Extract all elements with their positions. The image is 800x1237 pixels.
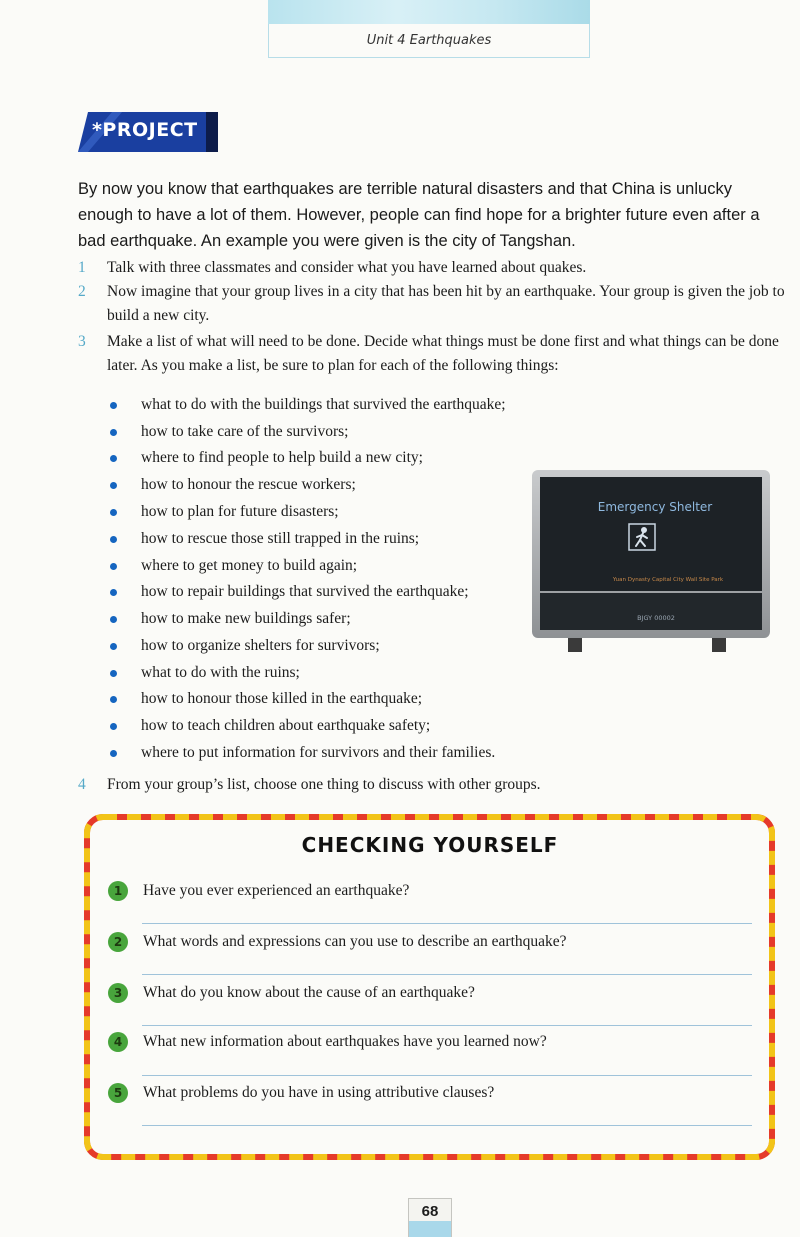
bullet-dot-icon <box>110 616 117 623</box>
bullet-dot-icon <box>110 482 117 489</box>
question-1 <box>108 880 748 902</box>
bullet-dot-icon <box>110 723 117 730</box>
question-4 <box>108 1031 748 1053</box>
question-text: Have you ever experienced an earthquake? <box>143 882 410 899</box>
unit-title: Unit 4 Earthquakes <box>366 33 492 48</box>
sign-location: Yuan Dynasty Capital City Wall Site Park <box>612 577 724 583</box>
question-text: What problems do you have in using attributive clauses? <box>143 1084 495 1101</box>
page-number: 68 <box>421 1203 439 1220</box>
question-5 <box>108 1082 748 1104</box>
answer-line <box>142 1025 752 1026</box>
question-number-badge: 5 <box>108 1083 128 1103</box>
emergency-shelter-sign-photo <box>528 468 772 654</box>
answer-line <box>142 974 752 975</box>
step-number: 4 <box>78 776 86 793</box>
question-number-badge: 4 <box>108 1032 128 1052</box>
question-number-badge: 2 <box>108 932 128 952</box>
question-text: What words and expressions can you use to describe an earthquake? <box>143 933 567 950</box>
page-number-tab <box>408 1198 452 1237</box>
answer-line <box>142 923 752 924</box>
question-number-badge: 3 <box>108 983 128 1003</box>
step-number: 2 <box>78 283 86 300</box>
step-text: Now imagine that your group lives in a city that has been hit by an earthquake. Your group is given the job to build a new city. <box>107 283 785 324</box>
bullet-item: where to get money to build again; <box>110 555 357 577</box>
bullet-item: how to rescue those still trapped in the ruins; <box>110 528 419 550</box>
bullet-dot-icon <box>110 643 117 650</box>
unit-header <box>268 24 590 58</box>
bullet-item: how to teach children about earthquake safety; <box>110 715 430 737</box>
sign-title: Emergency Shelter <box>597 500 713 514</box>
bullet-item: where to find people to help build a new city; <box>110 447 423 469</box>
question-text: What do you know about the cause of an earthquake? <box>143 984 475 1001</box>
bullet-dot-icon <box>110 402 117 409</box>
bullet-dot-icon <box>110 455 117 462</box>
bullet-item: what to do with the buildings that survived the earthquake; <box>110 394 506 416</box>
answer-line <box>142 1075 752 1076</box>
step-2 <box>78 280 788 327</box>
bullet-item: what to do with the ruins; <box>110 662 300 684</box>
step-text: Make a list of what will need to be done. Decide what things must be done first and what things can be done later. As you make a list, be sure to plan for each of the following things: <box>107 333 779 374</box>
bullet-item: where to put information for survivors and their families. <box>110 742 495 764</box>
bullet-dot-icon <box>110 509 117 516</box>
bullet-item: how to repair buildings that survived the earthquake; <box>110 581 469 603</box>
question-number-badge: 1 <box>108 881 128 901</box>
step-text: From your group’s list, choose one thing to discuss with other groups. <box>107 776 541 793</box>
project-label: *PROJECT <box>92 119 198 141</box>
bullet-dot-icon <box>110 563 117 570</box>
bullet-dot-icon <box>110 589 117 596</box>
checking-yourself-title: CHECKING YOURSELF <box>301 833 559 857</box>
step-number: 1 <box>78 259 86 276</box>
step-3 <box>78 330 788 377</box>
question-3 <box>108 982 748 1004</box>
step-4 <box>78 773 788 797</box>
bullet-dot-icon <box>110 536 117 543</box>
bullet-item: how to organize shelters for survivors; <box>110 635 380 657</box>
answer-line <box>142 1125 752 1126</box>
step-1 <box>78 256 788 280</box>
bullet-dot-icon <box>110 429 117 436</box>
step-text: Talk with three classmates and consider what you have learned about quakes. <box>107 259 587 276</box>
bullet-dot-icon <box>110 750 117 757</box>
bullet-item: how to make new buildings safer; <box>110 608 351 630</box>
bullet-item: how to take care of the survivors; <box>110 421 348 443</box>
bullet-item: how to plan for future disasters; <box>110 501 339 523</box>
bullet-dot-icon <box>110 670 117 677</box>
sign-code: BJGY 00002 <box>637 614 675 622</box>
question-text: What new information about earthquakes have you learned now? <box>143 1033 547 1050</box>
intro-paragraph: By now you know that earthquakes are terrible natural disasters and that China is unlucky enough to have a lot of them. However, people can find hope for a brighter future even after a bad earthquake. An example you were given is the city of Tangshan. <box>78 180 760 250</box>
step-number: 3 <box>78 333 86 350</box>
bullet-item: how to honour the rescue workers; <box>110 474 356 496</box>
question-2 <box>108 931 748 953</box>
header-decoration-band <box>268 0 590 24</box>
bullet-item: how to honour those killed in the earthquake; <box>110 688 422 710</box>
bullet-dot-icon <box>110 696 117 703</box>
